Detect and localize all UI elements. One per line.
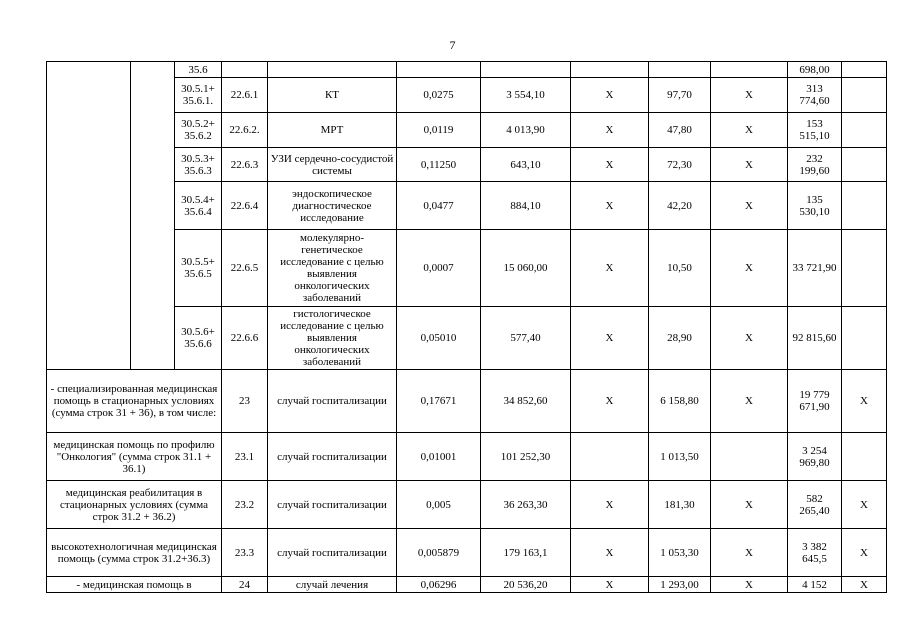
- cell-name: [268, 62, 397, 78]
- cell-cost: 4 013,90: [481, 113, 571, 148]
- cell-rate: [397, 62, 481, 78]
- page-number: 7: [449, 38, 456, 52]
- cell-value: 181,30: [649, 481, 711, 529]
- cell-mark: X: [571, 370, 649, 433]
- cell-mark: [842, 113, 887, 148]
- cell-stat-number: 23.2: [222, 481, 268, 529]
- cell-value: 47,80: [649, 113, 711, 148]
- cell-mark: X: [711, 529, 788, 577]
- cell-rate: 0,0275: [397, 78, 481, 113]
- cell-total: 92 815,60: [788, 307, 842, 370]
- cell-mark: [711, 433, 788, 481]
- cell-description: - специализированная медицинская помощь в стационарных условиях (сумма строк 31 + 36), в том числе:: [47, 370, 222, 433]
- empty-cell: [47, 62, 131, 370]
- cell-cost: 3 554,10: [481, 78, 571, 113]
- cell-mark: [571, 433, 649, 481]
- cell-mark: X: [571, 307, 649, 370]
- cell-description: - медицинская помощь в: [47, 577, 222, 593]
- cell-stat-number: 22.6.2.: [222, 113, 268, 148]
- cell-rate: 0,0119: [397, 113, 481, 148]
- cell-name: случай госпитализации: [268, 529, 397, 577]
- cell-mark: [842, 62, 887, 78]
- cell-value: 1 053,30: [649, 529, 711, 577]
- table-row: [47, 481, 887, 529]
- cell-rate: 0,05010: [397, 307, 481, 370]
- cell-code: 30.5.1+ 35.6.1.: [175, 78, 222, 113]
- cell-mark: [842, 182, 887, 230]
- cell-total: 313 774,60: [788, 78, 842, 113]
- cell-name: случай госпитализации: [268, 481, 397, 529]
- cell-rate: 0,0007: [397, 230, 481, 307]
- cell-mark: X: [571, 148, 649, 182]
- cell-rate: 0,0477: [397, 182, 481, 230]
- cell-cost: 577,40: [481, 307, 571, 370]
- cell-stat-number: 22.6.6: [222, 307, 268, 370]
- cell-value: 1 293,00: [649, 577, 711, 593]
- cell-total: 232 199,60: [788, 148, 842, 182]
- cell-mark: X: [842, 370, 887, 433]
- cell-code: 30.5.2+ 35.6.2: [175, 113, 222, 148]
- cell-cost: 36 263,30: [481, 481, 571, 529]
- cell-mark: X: [571, 577, 649, 593]
- cell-rate: 0,11250: [397, 148, 481, 182]
- cell-name: молекулярно-генетическое исследование с целью выявления онкологических заболеваний: [268, 230, 397, 307]
- cell-description: медицинская помощь по профилю "Онкология" (сумма строк 31.1 + 36.1): [47, 433, 222, 481]
- cell-rate: 0,06296: [397, 577, 481, 593]
- cell-mark: [711, 62, 788, 78]
- cell-mark: X: [711, 230, 788, 307]
- cell-cost: 884,10: [481, 182, 571, 230]
- cell-name: эндоскопическое диагностическое исследование: [268, 182, 397, 230]
- cell-cost: 15 060,00: [481, 230, 571, 307]
- cell-mark: [571, 62, 649, 78]
- cell-mark: X: [711, 148, 788, 182]
- cell-value: 6 158,80: [649, 370, 711, 433]
- cell-cost: 34 852,60: [481, 370, 571, 433]
- cell-total: 33 721,90: [788, 230, 842, 307]
- cell-cost: [481, 62, 571, 78]
- cell-total: 153 515,10: [788, 113, 842, 148]
- cell-value: 42,20: [649, 182, 711, 230]
- cell-mark: [842, 148, 887, 182]
- cell-code: 30.5.3+ 35.6.3: [175, 148, 222, 182]
- table-row: [47, 62, 887, 78]
- cell-cost: 20 536,20: [481, 577, 571, 593]
- cell-code: 30.5.4+ 35.6.4: [175, 182, 222, 230]
- cell-stat-number: [222, 62, 268, 78]
- cell-mark: X: [711, 481, 788, 529]
- cell-name: МРТ: [268, 113, 397, 148]
- cell-mark: X: [711, 577, 788, 593]
- cell-mark: X: [711, 113, 788, 148]
- cell-stat-number: 22.6.1: [222, 78, 268, 113]
- cell-stat-number: 23: [222, 370, 268, 433]
- cell-mark: X: [571, 529, 649, 577]
- cell-total: 4 152: [788, 577, 842, 593]
- cell-name: случай госпитализации: [268, 433, 397, 481]
- cell-rate: 0,005879: [397, 529, 481, 577]
- cell-value: [649, 62, 711, 78]
- cell-mark: X: [711, 182, 788, 230]
- cell-rate: 0,01001: [397, 433, 481, 481]
- cell-stat-number: 22.6.4: [222, 182, 268, 230]
- cell-mark: X: [571, 78, 649, 113]
- cell-value: 97,70: [649, 78, 711, 113]
- cell-name: случай госпитализации: [268, 370, 397, 433]
- cell-name: УЗИ сердечно-сосудистой системы: [268, 148, 397, 182]
- table-row: [47, 577, 887, 593]
- cell-mark: X: [711, 370, 788, 433]
- empty-cell: [131, 62, 175, 370]
- cell-name: случай лечения: [268, 577, 397, 593]
- cell-code: 35.6: [175, 62, 222, 78]
- cell-total: 19 779 671,90: [788, 370, 842, 433]
- cell-description: медицинская реабилитация в стационарных условиях (сумма строк 31.2 + 36.2): [47, 481, 222, 529]
- cell-cost: 101 252,30: [481, 433, 571, 481]
- table-row: [47, 433, 887, 481]
- cell-value: 10,50: [649, 230, 711, 307]
- cell-mark: X: [842, 481, 887, 529]
- table-row: [47, 370, 887, 433]
- cell-mark: [842, 78, 887, 113]
- cell-mark: X: [571, 182, 649, 230]
- cell-total: 135 530,10: [788, 182, 842, 230]
- cell-stat-number: 23.1: [222, 433, 268, 481]
- cell-name: гистологическое исследование с целью выявления онкологических заболеваний: [268, 307, 397, 370]
- cell-total: 3 254 969,80: [788, 433, 842, 481]
- cell-cost: 179 163,1: [481, 529, 571, 577]
- cell-cost: 643,10: [481, 148, 571, 182]
- cell-mark: [842, 307, 887, 370]
- cell-stat-number: 24: [222, 577, 268, 593]
- table-row: [47, 529, 887, 577]
- cell-mark: X: [571, 113, 649, 148]
- cell-mark: X: [571, 481, 649, 529]
- cell-value: 1 013,50: [649, 433, 711, 481]
- cell-code: 30.5.5+ 35.6.5: [175, 230, 222, 307]
- cell-mark: [842, 230, 887, 307]
- cell-mark: [842, 433, 887, 481]
- cell-code: 30.5.6+ 35.6.6: [175, 307, 222, 370]
- cell-total: 698,00: [788, 62, 842, 78]
- cell-description: высокотехнологичная медицинская помощь (сумма строк 31.2+36.3): [47, 529, 222, 577]
- cell-value: 28,90: [649, 307, 711, 370]
- cell-mark: X: [842, 577, 887, 593]
- cell-stat-number: 22.6.5: [222, 230, 268, 307]
- data-table: [46, 61, 887, 593]
- cell-mark: X: [711, 78, 788, 113]
- cell-mark: X: [571, 230, 649, 307]
- cell-total: 3 382 645,5: [788, 529, 842, 577]
- cell-stat-number: 23.3: [222, 529, 268, 577]
- cell-name: КТ: [268, 78, 397, 113]
- cell-stat-number: 22.6.3: [222, 148, 268, 182]
- cell-value: 72,30: [649, 148, 711, 182]
- cell-mark: X: [842, 529, 887, 577]
- cell-rate: 0,17671: [397, 370, 481, 433]
- cell-mark: X: [711, 307, 788, 370]
- cell-rate: 0,005: [397, 481, 481, 529]
- cell-total: 582 265,40: [788, 481, 842, 529]
